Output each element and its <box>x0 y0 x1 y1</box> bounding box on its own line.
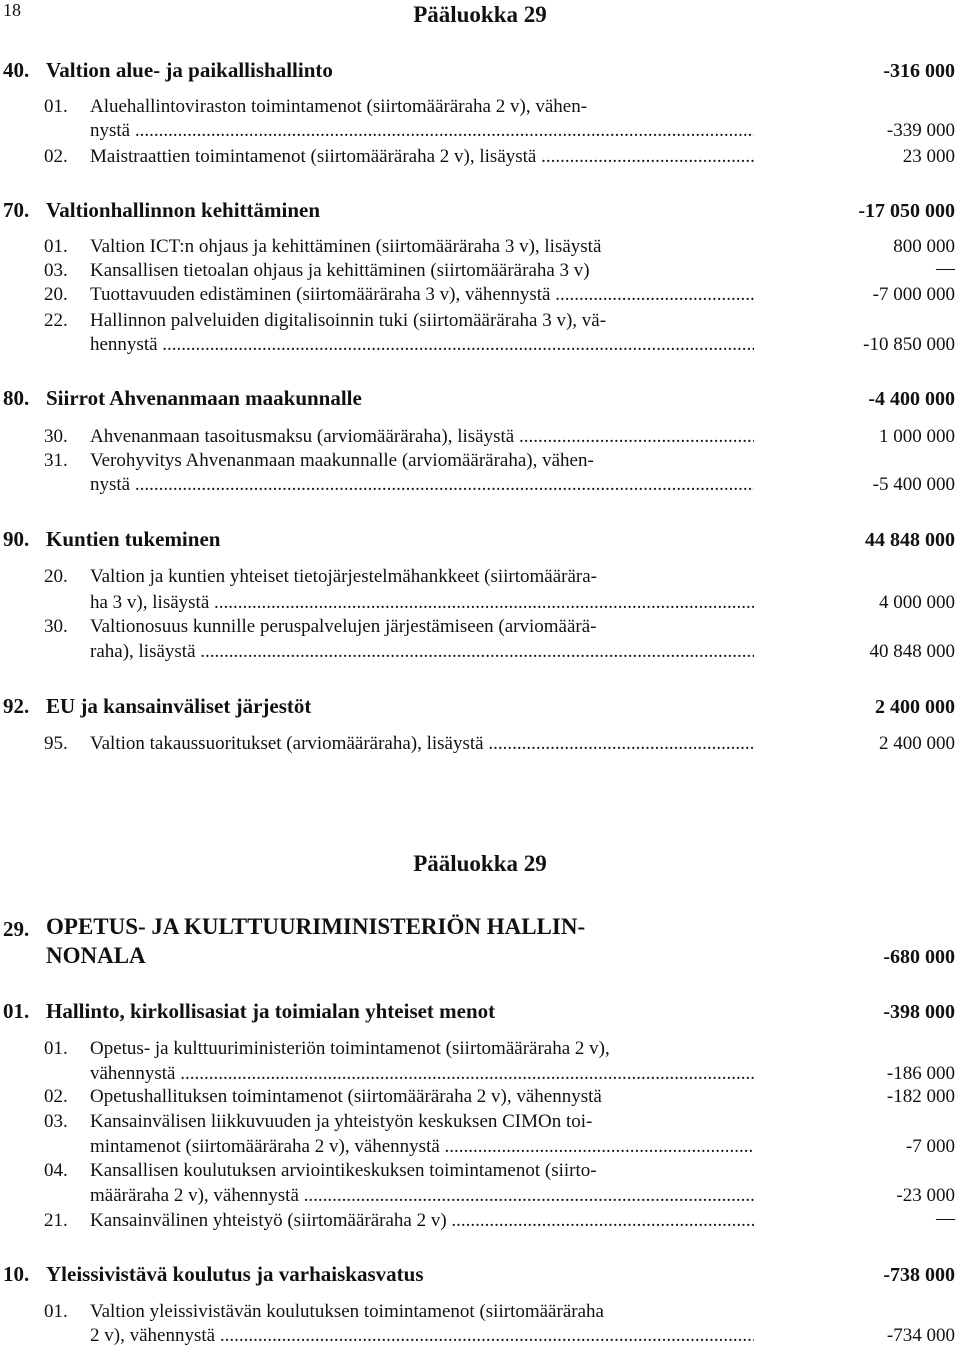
item-amount: -339 000 <box>886 120 955 141</box>
item-number: 20. <box>44 566 68 587</box>
section-amount: -316 000 <box>883 60 955 82</box>
section-title: Kuntien tukeminen <box>46 527 221 551</box>
item-text: Kansainvälisen liikkuvuuden ja yhteistyön keskuksen CIMOn toi- <box>90 1111 593 1132</box>
item-number: 30. <box>44 616 68 637</box>
item-text-cont: nystä ..... <box>90 474 754 496</box>
section-title: Hallinto, kirkollisasiat ja toimialan yhteiset menot <box>46 999 496 1023</box>
section-title: Valtion alue- ja paikallishallinto <box>46 58 333 82</box>
item-amount: 800 000 <box>893 236 955 257</box>
item-number: 31. <box>44 450 68 471</box>
item-amount: -5 400 000 <box>872 474 955 495</box>
item-number: 01. <box>44 96 68 117</box>
item-amount: -186 000 <box>886 1063 955 1084</box>
item-number: 30. <box>44 426 68 447</box>
item-text: Valtion ICT:n ohjaus ja kehittäminen (siirtomääräraha 3 v), lisäystä <box>90 236 602 257</box>
section-number: 10. <box>3 1262 30 1286</box>
item-text: Ahvenanmaan tasoitusmaksu (arviomääräraha), lisäystä ..... <box>90 426 754 448</box>
item-text: Kansallisen tietoalan ohjaus ja kehittäminen (siirtomääräraha 3 v) <box>90 260 590 281</box>
item-number: 03. <box>44 260 68 281</box>
item-text-cont: määräraha 2 v), vähennystä ..... <box>90 1185 754 1207</box>
item-amount: 1 000 000 <box>879 426 955 447</box>
item-amount: -734 000 <box>886 1325 955 1346</box>
page-header: Pääluokka 29 <box>413 2 547 27</box>
item-amount: -10 850 000 <box>863 334 955 355</box>
item-text: Valtion takaussuoritukset (arviomääräraha), lisäystä ..... <box>90 733 754 755</box>
item-number: 02. <box>44 1086 68 1107</box>
section-title: Valtionhallinnon kehittäminen <box>46 198 321 222</box>
item-text-cont: 2 v), vähennystä ..... <box>90 1325 754 1347</box>
section-title: EU ja kansainväliset järjestöt <box>46 694 312 718</box>
item-number: 95. <box>44 733 68 754</box>
section-amount: 44 848 000 <box>865 529 955 551</box>
section-number: 92. <box>3 694 30 718</box>
item-amount: — <box>936 258 955 279</box>
item-amount: 4 000 000 <box>879 592 955 613</box>
item-text: Hallinnon palveluiden digitalisoinnin tuki (siirtomääräraha 3 v), vä- <box>90 310 607 331</box>
item-amount: -23 000 <box>896 1185 955 1206</box>
section-number: 40. <box>3 58 30 82</box>
section-amount: -17 050 000 <box>858 200 955 222</box>
section-title: OPETUS- JA KULTTUURIMINISTERIÖN HALLIN- <box>46 914 586 939</box>
item-text-cont: nystä ..... <box>90 120 754 142</box>
item-amount: -7 000 <box>905 1136 955 1157</box>
item-text-cont: vähennystä ..... <box>90 1063 754 1085</box>
item-text: Valtionosuus kunnille peruspalvelujen järjestämiseen (arviomäärä- <box>90 616 597 637</box>
item-text: Valtion ja kuntien yhteiset tietojärjestelmähankkeet (siirtomäärära- <box>90 566 598 587</box>
item-number: 02. <box>44 146 68 167</box>
section-amount: -680 000 <box>883 946 955 968</box>
page-number: 18 <box>3 0 21 20</box>
section-number: 90. <box>3 527 30 551</box>
section-title: Yleissivistävä koulutus ja varhaiskasvatus <box>46 1262 424 1286</box>
item-number: 22. <box>44 310 68 331</box>
item-number: 03. <box>44 1111 68 1132</box>
item-text: Maistraattien toimintamenot (siirtomääräraha 2 v), lisäystä ..... <box>90 146 754 168</box>
section-number: 80. <box>3 386 30 410</box>
item-number: 01. <box>44 1038 68 1059</box>
item-number: 01. <box>44 236 68 257</box>
item-text-cont: mintamenot (siirtomääräraha 2 v), vähennystä ..... <box>90 1136 754 1158</box>
item-text: Tuottavuuden edistäminen (siirtomääräraha 3 v), vähennystä ..... <box>90 284 754 306</box>
item-text: Kansainvälinen yhteistyö (siirtomääräraha 2 v) ..... <box>90 1210 754 1232</box>
section-number: 70. <box>3 198 30 222</box>
section-number: 29. <box>3 917 30 941</box>
item-number: 01. <box>44 1301 68 1322</box>
item-text: Opetus- ja kulttuuriministeriön toimintamenot (siirtomääräraha 2 v), <box>90 1038 610 1059</box>
item-amount: -7 000 000 <box>872 284 955 305</box>
page-header: Pääluokka 29 <box>413 851 547 876</box>
section-amount: 2 400 000 <box>875 696 955 718</box>
section-number: 01. <box>3 999 30 1023</box>
item-amount: 23 000 <box>902 146 955 167</box>
item-number: 21. <box>44 1210 68 1231</box>
section-amount: -738 000 <box>883 1264 955 1286</box>
item-number: 20. <box>44 284 68 305</box>
section-amount: -398 000 <box>883 1001 955 1023</box>
item-amount: -182 000 <box>886 1086 955 1107</box>
item-number: 04. <box>44 1160 68 1181</box>
item-text: Opetushallituksen toimintamenot (siirtomääräraha 2 v), vähennystä <box>90 1086 602 1107</box>
item-amount: 40 848 000 <box>869 641 955 662</box>
section-title-cont: NONALA <box>46 943 146 968</box>
item-text: Aluehallintoviraston toimintamenot (siirtomääräraha 2 v), vähen- <box>90 96 588 117</box>
item-amount: 2 400 000 <box>879 733 955 754</box>
item-amount: — <box>936 1208 955 1229</box>
section-amount: -4 400 000 <box>868 388 955 410</box>
item-text-cont: raha), lisäystä ..... <box>90 641 754 663</box>
item-text-cont: ha 3 v), lisäystä ..... <box>90 592 754 614</box>
item-text: Valtion yleissivistävän koulutuksen toimintamenot (siirtomääräraha <box>90 1301 604 1322</box>
section-title: Siirrot Ahvenanmaan maakunnalle <box>46 386 362 410</box>
item-text-cont: hennystä ..... <box>90 334 754 356</box>
item-text: Kansallisen koulutuksen arviointikeskuksen toimintamenot (siirto- <box>90 1160 597 1181</box>
item-text: Verohyvitys Ahvenanmaan maakunnalle (arviomääräraha), vähen- <box>90 450 594 471</box>
